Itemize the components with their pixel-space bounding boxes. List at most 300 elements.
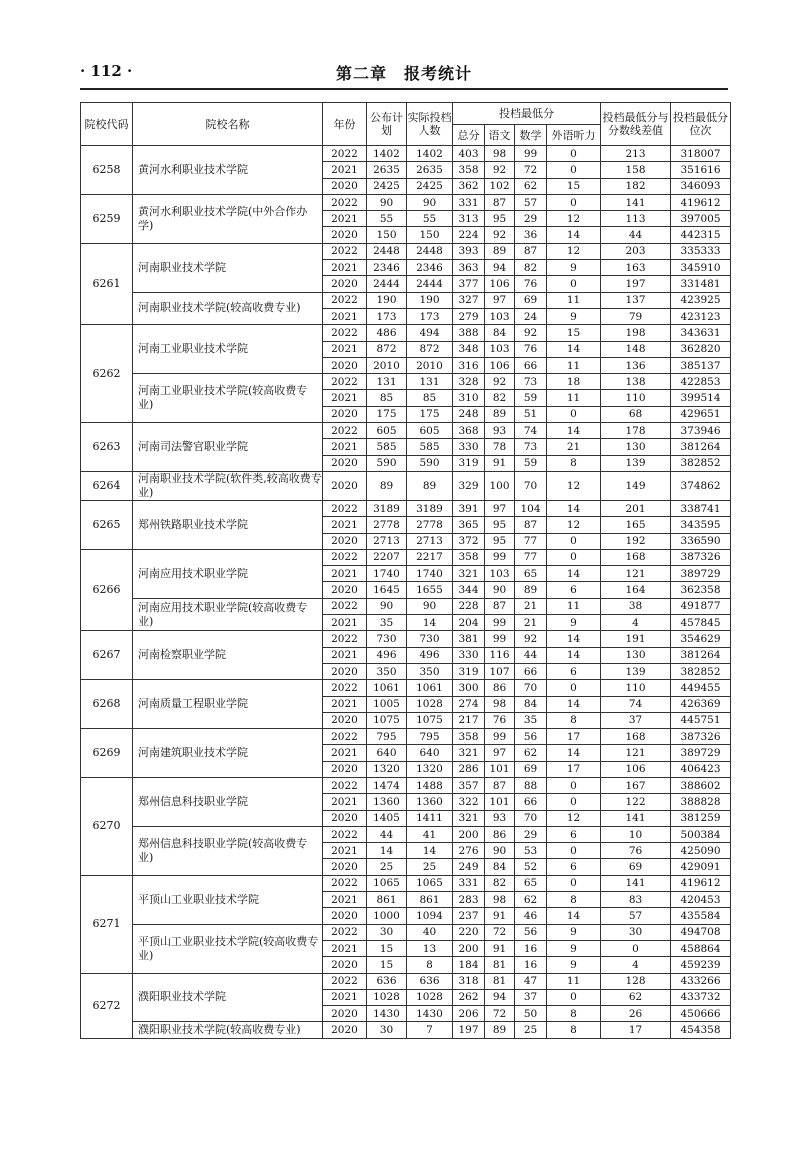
school-code: 6259 <box>81 194 133 243</box>
school-name: 河南工业职业技术学院 <box>133 325 323 374</box>
cell-total: 200 <box>453 826 485 842</box>
cell-listening: 8 <box>547 712 601 728</box>
cell-chinese: 93 <box>485 423 515 439</box>
cell-listening: 0 <box>547 843 601 859</box>
cell-year: 2020 <box>323 533 367 549</box>
cell-listening: 12 <box>547 243 601 259</box>
cell-math: 92 <box>515 631 547 647</box>
cell-chinese: 90 <box>485 582 515 598</box>
cell-listening: 0 <box>547 162 601 178</box>
school-code: 6271 <box>81 875 133 973</box>
school-code: 6272 <box>81 973 133 1038</box>
cell-chinese: 84 <box>485 859 515 875</box>
cell-total: 228 <box>453 598 485 614</box>
cell-listening: 0 <box>547 794 601 810</box>
cell-chinese: 97 <box>485 500 515 516</box>
cell-rank: 381259 <box>671 810 731 826</box>
cell-actual: 640 <box>407 745 453 761</box>
cell-actual: 150 <box>407 227 453 243</box>
cell-listening: 0 <box>547 276 601 292</box>
cell-diff: 130 <box>601 647 671 663</box>
cell-listening: 12 <box>547 517 601 533</box>
cell-year: 2020 <box>323 810 367 826</box>
cell-year: 2021 <box>323 566 367 582</box>
cell-math: 59 <box>515 390 547 406</box>
school-code: 6270 <box>81 777 133 875</box>
cell-total: 330 <box>453 439 485 455</box>
school-name: 黄河水利职业技术学院(中外合作办学) <box>133 194 323 243</box>
cell-listening: 14 <box>547 227 601 243</box>
cell-math: 84 <box>515 696 547 712</box>
cell-plan: 90 <box>367 194 407 210</box>
cell-chinese: 92 <box>485 227 515 243</box>
cell-math: 21 <box>515 615 547 631</box>
cell-diff: 4 <box>601 957 671 973</box>
cell-year: 2021 <box>323 162 367 178</box>
cell-listening: 0 <box>547 680 601 696</box>
cell-rank: 388828 <box>671 794 731 810</box>
cell-math: 53 <box>515 843 547 859</box>
cell-year: 2022 <box>323 598 367 614</box>
cell-rank: 385137 <box>671 357 731 373</box>
cell-year: 2022 <box>323 973 367 989</box>
cell-actual: 90 <box>407 598 453 614</box>
cell-listening: 11 <box>547 357 601 373</box>
cell-listening: 18 <box>547 374 601 390</box>
cell-actual: 1360 <box>407 794 453 810</box>
cell-total: 381 <box>453 631 485 647</box>
cell-plan: 1028 <box>367 989 407 1005</box>
school-name: 河南检察职业学院 <box>133 631 323 680</box>
cell-diff: 121 <box>601 566 671 582</box>
cell-total: 357 <box>453 777 485 793</box>
cell-listening: 6 <box>547 826 601 842</box>
school-name: 河南应用技术职业学院(较高收费专业) <box>133 598 323 631</box>
cell-listening: 11 <box>547 390 601 406</box>
cell-actual: 40 <box>407 924 453 940</box>
cell-rank: 389729 <box>671 745 731 761</box>
table-row <box>81 549 731 565</box>
cell-plan: 2448 <box>367 243 407 259</box>
cell-rank: 318007 <box>671 146 731 162</box>
cell-year: 2021 <box>323 439 367 455</box>
cell-total: 316 <box>453 357 485 373</box>
cell-year: 2020 <box>323 1006 367 1022</box>
cell-diff: 110 <box>601 680 671 696</box>
cell-rank: 388602 <box>671 777 731 793</box>
cell-plan: 1474 <box>367 777 407 793</box>
cell-diff: 148 <box>601 341 671 357</box>
cell-plan: 486 <box>367 325 407 341</box>
cell-plan: 90 <box>367 598 407 614</box>
cell-plan: 55 <box>367 211 407 227</box>
cell-diff: 201 <box>601 500 671 516</box>
cell-plan: 2635 <box>367 162 407 178</box>
cell-math: 76 <box>515 341 547 357</box>
table-row <box>81 500 731 516</box>
cell-chinese: 89 <box>485 243 515 259</box>
school-code: 6264 <box>81 471 133 500</box>
cell-math: 21 <box>515 598 547 614</box>
cell-chinese: 106 <box>485 276 515 292</box>
cell-listening: 9 <box>547 260 601 276</box>
cell-rank: 433266 <box>671 973 731 989</box>
cell-plan: 795 <box>367 729 407 745</box>
cell-chinese: 93 <box>485 810 515 826</box>
cell-total: 286 <box>453 761 485 777</box>
table-row <box>81 243 731 259</box>
header-rule <box>80 88 728 90</box>
cell-total: 362 <box>453 178 485 194</box>
cell-math: 25 <box>515 1022 547 1038</box>
cell-year: 2021 <box>323 892 367 908</box>
col-header-chinese: 语文 <box>485 125 515 146</box>
table-row <box>81 680 731 696</box>
cell-rank: 433732 <box>671 989 731 1005</box>
table-row <box>81 924 731 940</box>
cell-total: 388 <box>453 325 485 341</box>
col-header-listening: 外语听力 <box>547 125 601 146</box>
cell-chinese: 87 <box>485 598 515 614</box>
cell-total: 321 <box>453 810 485 826</box>
cell-plan: 44 <box>367 826 407 842</box>
cell-math: 44 <box>515 647 547 663</box>
cell-listening: 9 <box>547 615 601 631</box>
cell-math: 16 <box>515 957 547 973</box>
cell-chinese: 99 <box>485 549 515 565</box>
cell-total: 391 <box>453 500 485 516</box>
cell-rank: 423123 <box>671 308 731 324</box>
cell-year: 2020 <box>323 957 367 973</box>
cell-actual: 41 <box>407 826 453 842</box>
cell-total: 321 <box>453 745 485 761</box>
cell-diff: 165 <box>601 517 671 533</box>
cell-year: 2020 <box>323 276 367 292</box>
cell-diff: 121 <box>601 745 671 761</box>
cell-math: 56 <box>515 924 547 940</box>
cell-plan: 25 <box>367 859 407 875</box>
cell-year: 2021 <box>323 341 367 357</box>
cell-actual: 131 <box>407 374 453 390</box>
cell-math: 77 <box>515 549 547 565</box>
cell-total: 403 <box>453 146 485 162</box>
cell-chinese: 101 <box>485 761 515 777</box>
cell-rank: 450666 <box>671 1006 731 1022</box>
cell-diff: 191 <box>601 631 671 647</box>
cell-plan: 1360 <box>367 794 407 810</box>
cell-actual: 85 <box>407 390 453 406</box>
cell-plan: 2713 <box>367 533 407 549</box>
cell-actual: 2010 <box>407 357 453 373</box>
cell-year: 2020 <box>323 761 367 777</box>
cell-listening: 15 <box>547 178 601 194</box>
cell-rank: 426369 <box>671 696 731 712</box>
cell-listening: 0 <box>547 875 601 891</box>
cell-total: 313 <box>453 211 485 227</box>
cell-chinese: 91 <box>485 455 515 471</box>
cell-diff: 30 <box>601 924 671 940</box>
cell-plan: 590 <box>367 455 407 471</box>
cell-total: 348 <box>453 341 485 357</box>
cell-year: 2020 <box>323 357 367 373</box>
cell-total: 358 <box>453 729 485 745</box>
col-header-min-group: 投档最低分 <box>453 103 601 125</box>
cell-chinese: 99 <box>485 631 515 647</box>
cell-math: 29 <box>515 211 547 227</box>
cell-diff: 38 <box>601 598 671 614</box>
cell-diff: 106 <box>601 761 671 777</box>
cell-rank: 362820 <box>671 341 731 357</box>
cell-total: 262 <box>453 989 485 1005</box>
cell-year: 2022 <box>323 549 367 565</box>
cell-rank: 374862 <box>671 471 731 500</box>
cell-total: 393 <box>453 243 485 259</box>
cell-math: 24 <box>515 308 547 324</box>
cell-plan: 2010 <box>367 357 407 373</box>
col-header-actual: 实际投档人数 <box>407 103 453 146</box>
cell-actual: 1075 <box>407 712 453 728</box>
cell-diff: 192 <box>601 533 671 549</box>
cell-plan: 3189 <box>367 500 407 516</box>
chapter-title: 第二章 报考统计 <box>335 64 472 83</box>
cell-chinese: 90 <box>485 843 515 859</box>
cell-total: 248 <box>453 406 485 422</box>
cell-rank: 429091 <box>671 859 731 875</box>
cell-rank: 345910 <box>671 260 731 276</box>
cell-listening: 0 <box>547 549 601 565</box>
cell-rank: 459239 <box>671 957 731 973</box>
cell-total: 318 <box>453 973 485 989</box>
cell-diff: 141 <box>601 810 671 826</box>
cell-math: 70 <box>515 680 547 696</box>
cell-diff: 158 <box>601 162 671 178</box>
cell-actual: 590 <box>407 455 453 471</box>
cell-rank: 419612 <box>671 875 731 891</box>
cell-math: 62 <box>515 745 547 761</box>
cell-actual: 1028 <box>407 696 453 712</box>
cell-math: 62 <box>515 892 547 908</box>
cell-chinese: 91 <box>485 908 515 924</box>
cell-actual: 1065 <box>407 875 453 891</box>
cell-math: 46 <box>515 908 547 924</box>
cell-actual: 1320 <box>407 761 453 777</box>
cell-year: 2022 <box>323 292 367 308</box>
cell-chinese: 76 <box>485 712 515 728</box>
cell-math: 36 <box>515 227 547 243</box>
cell-diff: 4 <box>601 615 671 631</box>
cell-listening: 14 <box>547 696 601 712</box>
cell-actual: 2425 <box>407 178 453 194</box>
cell-chinese: 95 <box>485 517 515 533</box>
cell-rank: 449455 <box>671 680 731 696</box>
cell-chinese: 89 <box>485 1022 515 1038</box>
cell-math: 66 <box>515 794 547 810</box>
cell-year: 2021 <box>323 696 367 712</box>
cell-chinese: 98 <box>485 696 515 712</box>
cell-math: 104 <box>515 500 547 516</box>
school-name: 濮阳职业技术学院 <box>133 973 323 1022</box>
cell-year: 2022 <box>323 631 367 647</box>
cell-diff: 26 <box>601 1006 671 1022</box>
table-row <box>81 777 731 793</box>
cell-rank: 343595 <box>671 517 731 533</box>
cell-diff: 149 <box>601 471 671 500</box>
cell-actual: 190 <box>407 292 453 308</box>
cell-plan: 605 <box>367 423 407 439</box>
cell-actual: 2217 <box>407 549 453 565</box>
cell-plan: 1320 <box>367 761 407 777</box>
cell-math: 56 <box>515 729 547 745</box>
cell-math: 50 <box>515 1006 547 1022</box>
cell-listening: 12 <box>547 471 601 500</box>
cell-year: 2022 <box>323 423 367 439</box>
cell-actual: 494 <box>407 325 453 341</box>
cell-actual: 1402 <box>407 146 453 162</box>
cell-year: 2022 <box>323 500 367 516</box>
col-header-math: 数学 <box>515 125 547 146</box>
cell-actual: 795 <box>407 729 453 745</box>
table-row <box>81 374 731 390</box>
cell-total: 200 <box>453 940 485 956</box>
cell-year: 2020 <box>323 712 367 728</box>
cell-plan: 173 <box>367 308 407 324</box>
cell-year: 2021 <box>323 843 367 859</box>
cell-plan: 585 <box>367 439 407 455</box>
cell-year: 2022 <box>323 777 367 793</box>
cell-year: 2020 <box>323 1022 367 1038</box>
cell-plan: 89 <box>367 471 407 500</box>
cell-rank: 382852 <box>671 455 731 471</box>
cell-plan: 872 <box>367 341 407 357</box>
cell-actual: 2778 <box>407 517 453 533</box>
table-row <box>81 423 731 439</box>
cell-plan: 2778 <box>367 517 407 533</box>
cell-listening: 8 <box>547 1006 601 1022</box>
cell-math: 70 <box>515 810 547 826</box>
table-row <box>81 875 731 891</box>
school-name: 郑州信息科技职业学院(较高收费专业) <box>133 826 323 875</box>
cell-listening: 14 <box>547 908 601 924</box>
cell-actual: 89 <box>407 471 453 500</box>
cell-diff: 17 <box>601 1022 671 1038</box>
cell-plan: 861 <box>367 892 407 908</box>
cell-rank: 351616 <box>671 162 731 178</box>
cell-plan: 35 <box>367 615 407 631</box>
cell-plan: 30 <box>367 924 407 940</box>
cell-chinese: 103 <box>485 308 515 324</box>
cell-math: 57 <box>515 194 547 210</box>
cell-total: 365 <box>453 517 485 533</box>
cell-chinese: 72 <box>485 1006 515 1022</box>
school-name: 郑州铁路职业技术学院 <box>133 500 323 549</box>
cell-plan: 2425 <box>367 178 407 194</box>
cell-total: 377 <box>453 276 485 292</box>
cell-chinese: 78 <box>485 439 515 455</box>
cell-plan: 15 <box>367 940 407 956</box>
cell-total: 327 <box>453 292 485 308</box>
cell-year: 2020 <box>323 663 367 679</box>
school-name: 濮阳职业技术学院(较高收费专业) <box>133 1022 323 1038</box>
cell-math: 89 <box>515 582 547 598</box>
cell-actual: 636 <box>407 973 453 989</box>
cell-chinese: 103 <box>485 341 515 357</box>
cell-total: 358 <box>453 162 485 178</box>
cell-year: 2020 <box>323 227 367 243</box>
cell-rank: 423925 <box>671 292 731 308</box>
cell-year: 2021 <box>323 989 367 1005</box>
cell-actual: 605 <box>407 423 453 439</box>
table-row <box>81 598 731 614</box>
cell-actual: 3189 <box>407 500 453 516</box>
cell-plan: 1645 <box>367 582 407 598</box>
cell-total: 319 <box>453 663 485 679</box>
cell-diff: 164 <box>601 582 671 598</box>
col-header-plan: 公布计划 <box>367 103 407 146</box>
cell-chinese: 92 <box>485 162 515 178</box>
cell-math: 82 <box>515 260 547 276</box>
cell-total: 274 <box>453 696 485 712</box>
cell-diff: 168 <box>601 549 671 565</box>
cell-rank: 331481 <box>671 276 731 292</box>
cell-year: 2022 <box>323 374 367 390</box>
cell-plan: 350 <box>367 663 407 679</box>
school-code: 6262 <box>81 325 133 423</box>
school-code: 6261 <box>81 243 133 324</box>
cell-year: 2022 <box>323 680 367 696</box>
cell-year: 2021 <box>323 745 367 761</box>
cell-plan: 1740 <box>367 566 407 582</box>
cell-diff: 57 <box>601 908 671 924</box>
cell-diff: 76 <box>601 843 671 859</box>
table-body <box>81 146 731 1039</box>
cell-chinese: 72 <box>485 924 515 940</box>
cell-total: 276 <box>453 843 485 859</box>
cell-rank: 346093 <box>671 178 731 194</box>
cell-chinese: 98 <box>485 146 515 162</box>
cell-math: 51 <box>515 406 547 422</box>
cell-plan: 2444 <box>367 276 407 292</box>
cell-math: 73 <box>515 439 547 455</box>
table-row <box>81 631 731 647</box>
cell-year: 2022 <box>323 729 367 745</box>
col-header-rank: 投档最低分位次 <box>671 103 731 146</box>
cell-diff: 0 <box>601 940 671 956</box>
cell-chinese: 95 <box>485 211 515 227</box>
cell-plan: 30 <box>367 1022 407 1038</box>
table-row <box>81 146 731 162</box>
cell-chinese: 95 <box>485 533 515 549</box>
cell-plan: 2207 <box>367 549 407 565</box>
cell-plan: 190 <box>367 292 407 308</box>
cell-listening: 6 <box>547 663 601 679</box>
cell-chinese: 84 <box>485 325 515 341</box>
cell-rank: 445751 <box>671 712 731 728</box>
cell-diff: 197 <box>601 276 671 292</box>
cell-math: 74 <box>515 423 547 439</box>
cell-listening: 21 <box>547 439 601 455</box>
cell-year: 2021 <box>323 647 367 663</box>
cell-chinese: 92 <box>485 374 515 390</box>
school-code: 6267 <box>81 631 133 680</box>
school-name: 平顶山工业职业技术学院(较高收费专业) <box>133 924 323 973</box>
school-name: 河南应用技术职业学院 <box>133 549 323 598</box>
cell-year: 2022 <box>323 875 367 891</box>
cell-diff: 138 <box>601 374 671 390</box>
cell-total: 283 <box>453 892 485 908</box>
cell-actual: 872 <box>407 341 453 357</box>
cell-listening: 0 <box>547 533 601 549</box>
school-name: 河南质量工程职业学院 <box>133 680 323 729</box>
